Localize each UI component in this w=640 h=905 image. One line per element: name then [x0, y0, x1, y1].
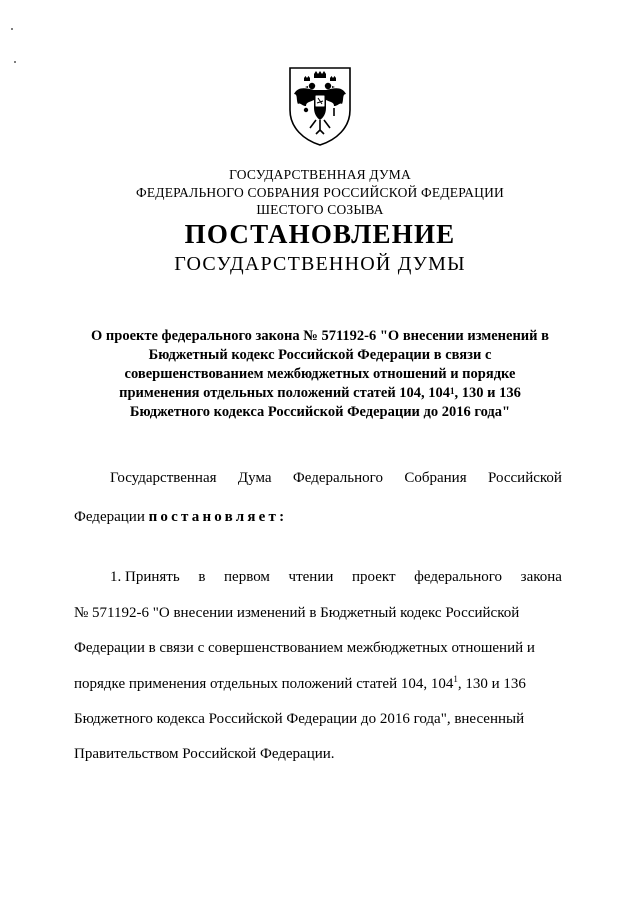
preamble-word: Собрания — [404, 470, 467, 486]
item-line: Федерации в связи с совершенствованием межбюджетных отношений и — [74, 640, 535, 656]
subject-line: О проекте федерального закона № 571192-6 "О внесении изменений в — [91, 328, 549, 344]
item-word: 1. Принять — [110, 569, 180, 585]
item-word: чтении — [288, 569, 334, 585]
preamble-word: Федерации — [74, 509, 145, 525]
preamble-line — [110, 470, 562, 487]
subject-line: Бюджетный кодекс Российской Федерации в связи с — [148, 347, 492, 363]
subject-line — [70, 384, 570, 403]
preamble-word: Российской — [488, 470, 562, 486]
subject-line: Бюджетного кодекса Российской Федерации до 2016 года" — [129, 404, 511, 420]
item-line — [110, 569, 562, 586]
subject-line: совершенствованием межбюджетных отношений и порядке — [124, 366, 516, 382]
preamble-line — [74, 509, 287, 526]
resolution-subject — [70, 327, 570, 422]
superscript: 1 — [450, 386, 455, 396]
item-word: федерального — [414, 569, 503, 585]
superscript: 1 — [453, 674, 458, 684]
coat-of-arms-icon — [284, 64, 356, 148]
item-text: порядке применения отдельных положений статей 104, 104 — [74, 676, 454, 692]
item-line: № 571192-6 "О внесении изменений в Бюджетный кодекс Российской — [74, 605, 520, 621]
resolves-word: постановляет: — [148, 509, 288, 525]
scan-speck — [14, 61, 16, 63]
item-line: Бюджетного кодекса Российской Федерации до 2016 года", внесенный — [74, 711, 525, 727]
item-text: , 130 и 136 — [457, 676, 526, 692]
preamble-word: Дума — [237, 470, 272, 486]
document-title: ПОСТАНОВЛЕНИЕ — [184, 219, 456, 249]
header-line-convocation: ШЕСТОГО СОЗЫВА — [256, 202, 384, 217]
scan-speck — [11, 28, 13, 30]
item-word: проект — [352, 569, 396, 585]
header-line-duma: ГОСУДАРСТВЕННАЯ ДУМА — [229, 167, 411, 182]
item-word: первом — [224, 569, 270, 585]
header-line-assembly: ФЕДЕРАЛЬНОГО СОБРАНИЯ РОССИЙСКОЙ ФЕДЕРАЦИИ — [136, 185, 504, 200]
item-word: закона — [520, 569, 562, 585]
preamble-word: Федерального — [292, 470, 383, 486]
preamble-word: Государственная — [110, 470, 217, 486]
subject-text: , 130 и 136 — [454, 385, 521, 401]
item-line: Правительством Российской Федерации. — [74, 746, 335, 762]
subject-text: применения отдельных положений статей 104, 104 — [119, 385, 451, 401]
document-subtitle: ГОСУДАРСТВЕННОЙ ДУМЫ — [174, 253, 466, 275]
item-line — [74, 676, 526, 693]
item-word: в — [198, 569, 206, 585]
